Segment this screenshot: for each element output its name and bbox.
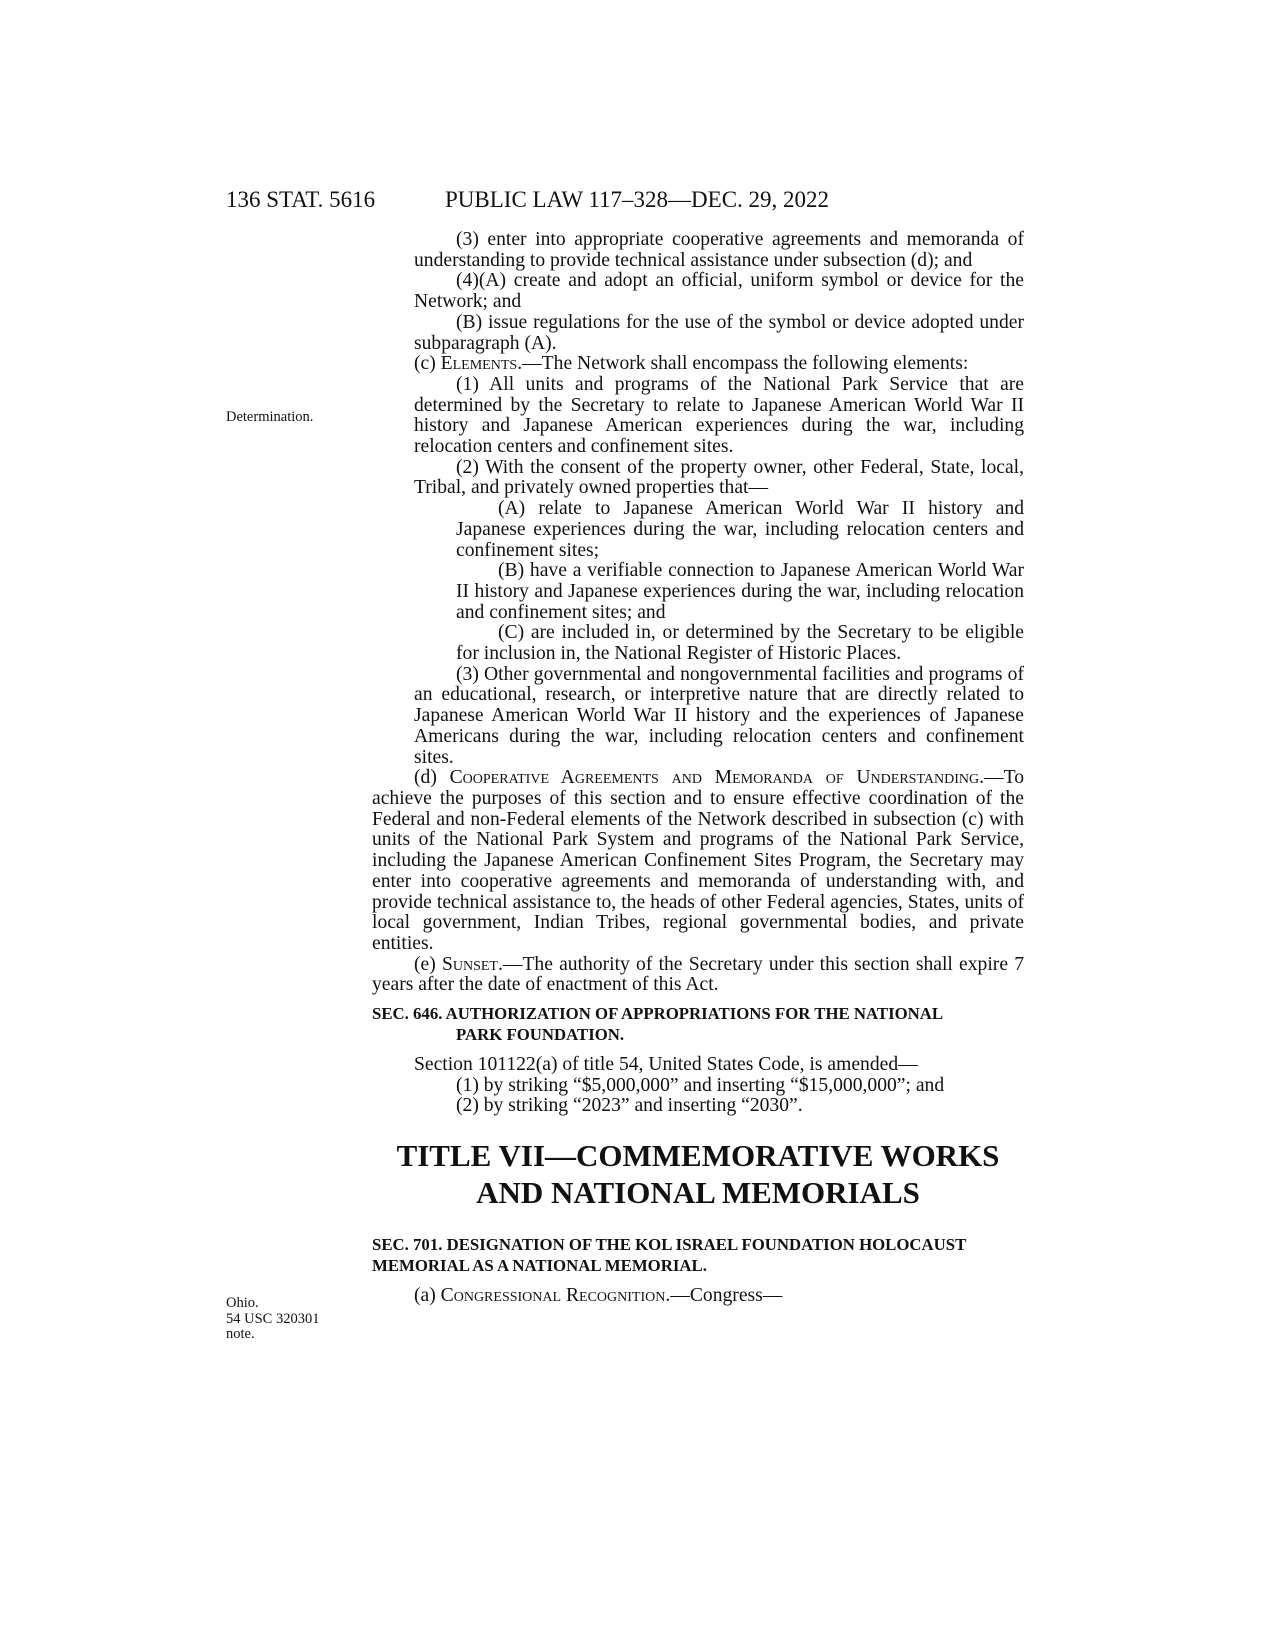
section-646-heading-line2: PARK FOUNDATION. [456, 1024, 625, 1044]
subsection-e-text: .—The authority of the Secretary under this section shall expire 7 years after the date of enactment of this Act. [372, 953, 1025, 996]
subsection-c [372, 354, 1024, 375]
margin-note-usc: 54 USC 320301 [226, 1310, 320, 1327]
subsection-d-label: (d) [414, 767, 450, 789]
paragraph-c3: (3) Other governmental and nongovernmental facilities and programs of an educational, research, or interpretive nature that are directly related to Japanese American World War II history and the experiences of Japanese Americans during the war, including relocation centers and confinement sites. [414, 663, 1024, 768]
running-header [226, 183, 1026, 217]
section-701-subsection-a [372, 1286, 1024, 1307]
section-646-item1: (1) by striking “$5,000,000” and inserting “$15,000,000”; and [456, 1074, 945, 1096]
stat-page-number: 136 STAT. 5616 [226, 187, 376, 212]
section-701-a-text: .—Congress— [665, 1285, 783, 1307]
paragraph-c2a: (A) relate to Japanese American World War II history and Japanese experiences during the war, including relocation centers and confinement sites; [456, 498, 1024, 561]
section-646-heading [372, 1004, 1024, 1045]
paragraph-c2c: (C) are included in, or determined by the Secretary to be eligible for inclusion in, the National Register of Historic Places. [456, 622, 1024, 665]
subsection-e-heading: Sunset [441, 953, 498, 975]
margin-note-note: note. [226, 1326, 255, 1342]
title-vii-line1: TITLE VII—COMMEMORATIVE WORKS [396, 1138, 1000, 1174]
subsection-d-heading: Cooperative Agreements and Memoranda of Understanding [449, 767, 980, 789]
subsection-c-label: (c) [414, 353, 441, 375]
subsection-d-text: .—To achieve the purposes of this section and to ensure effective coordination of the Federal and non-Federal elements of the Network described in subsection (c) with units of the National Park System and programs of the National Park Service, including the Japanese American Confinement Sites Program, the Secretary may enter into cooperative agreements and memoranda of understanding with, and provide technical assistance to, the heads of other Federal agencies, States, units of local government, Indian Tribes, regional governmental bodies, and private entities. [372, 767, 1024, 954]
section-701-heading-line1: SEC. 701. DESIGNATION OF THE KOL ISRAEL FOUNDATION HOLOCAUST [372, 1235, 967, 1255]
paragraph-c2: (2) With the consent of the property owner, other Federal, State, local, Tribal, and privately owned properties that— [414, 456, 1024, 499]
subsection-e [372, 955, 1024, 996]
section-646-intro: Section 101122(a) of title 54, United States Code, is amended— [414, 1054, 918, 1076]
section-646-item2: (2) by striking “2023” and inserting “2030”. [456, 1095, 803, 1117]
paragraph-b4a: (4)(A) create and adopt an official, uniform symbol or device for the Network; and [414, 270, 1024, 313]
section-701-heading [372, 1235, 1024, 1276]
margin-note-determination: Determination. [226, 409, 314, 425]
subsection-c-heading: Elements [440, 353, 518, 375]
section-646-heading-line1: SEC. 646. AUTHORIZATION OF APPROPRIATIONS FOR THE NATIONAL [372, 1004, 944, 1024]
paragraph-b4b: (B) issue regulations for the use of the symbol or device adopted under subparagraph (A). [414, 311, 1024, 354]
paragraph-c1: (1) All units and programs of the National Park Service that are determined by the Secretary to relate to Japanese American World War II history and Japanese American experiences during the war, including relocation centers and confinement sites. [414, 373, 1024, 458]
section-701-heading-line2: MEMORIAL AS A NATIONAL MEMORIAL. [372, 1255, 707, 1275]
margin-note-state: Ohio. [226, 1295, 259, 1311]
section-701-a-label: (a) [414, 1285, 441, 1307]
public-law-citation: PUBLIC LAW 117–328—DEC. 29, 2022 [445, 187, 830, 212]
margin-note-ohio-citation [226, 1296, 319, 1343]
subsection-d [372, 768, 1024, 954]
section-701-a-heading: Congressional Recognition [440, 1285, 666, 1307]
title-vii-line2: AND NATIONAL MEMORIALS [476, 1175, 920, 1211]
title-vii-heading [372, 1137, 1024, 1211]
subsection-c-text: .—The Network shall encompass the following elements: [517, 353, 969, 375]
paragraph-b3: (3) enter into appropriate cooperative agreements and memoranda of understanding to provide technical assistance under subsection (d); and [414, 229, 1024, 271]
document-body [372, 230, 1024, 1307]
subsection-e-label: (e) [414, 953, 442, 975]
paragraph-c2b: (B) have a verifiable connection to Japanese American World War II history and Japanese experiences during the war, including relocation and confinement sites; and [456, 560, 1024, 623]
